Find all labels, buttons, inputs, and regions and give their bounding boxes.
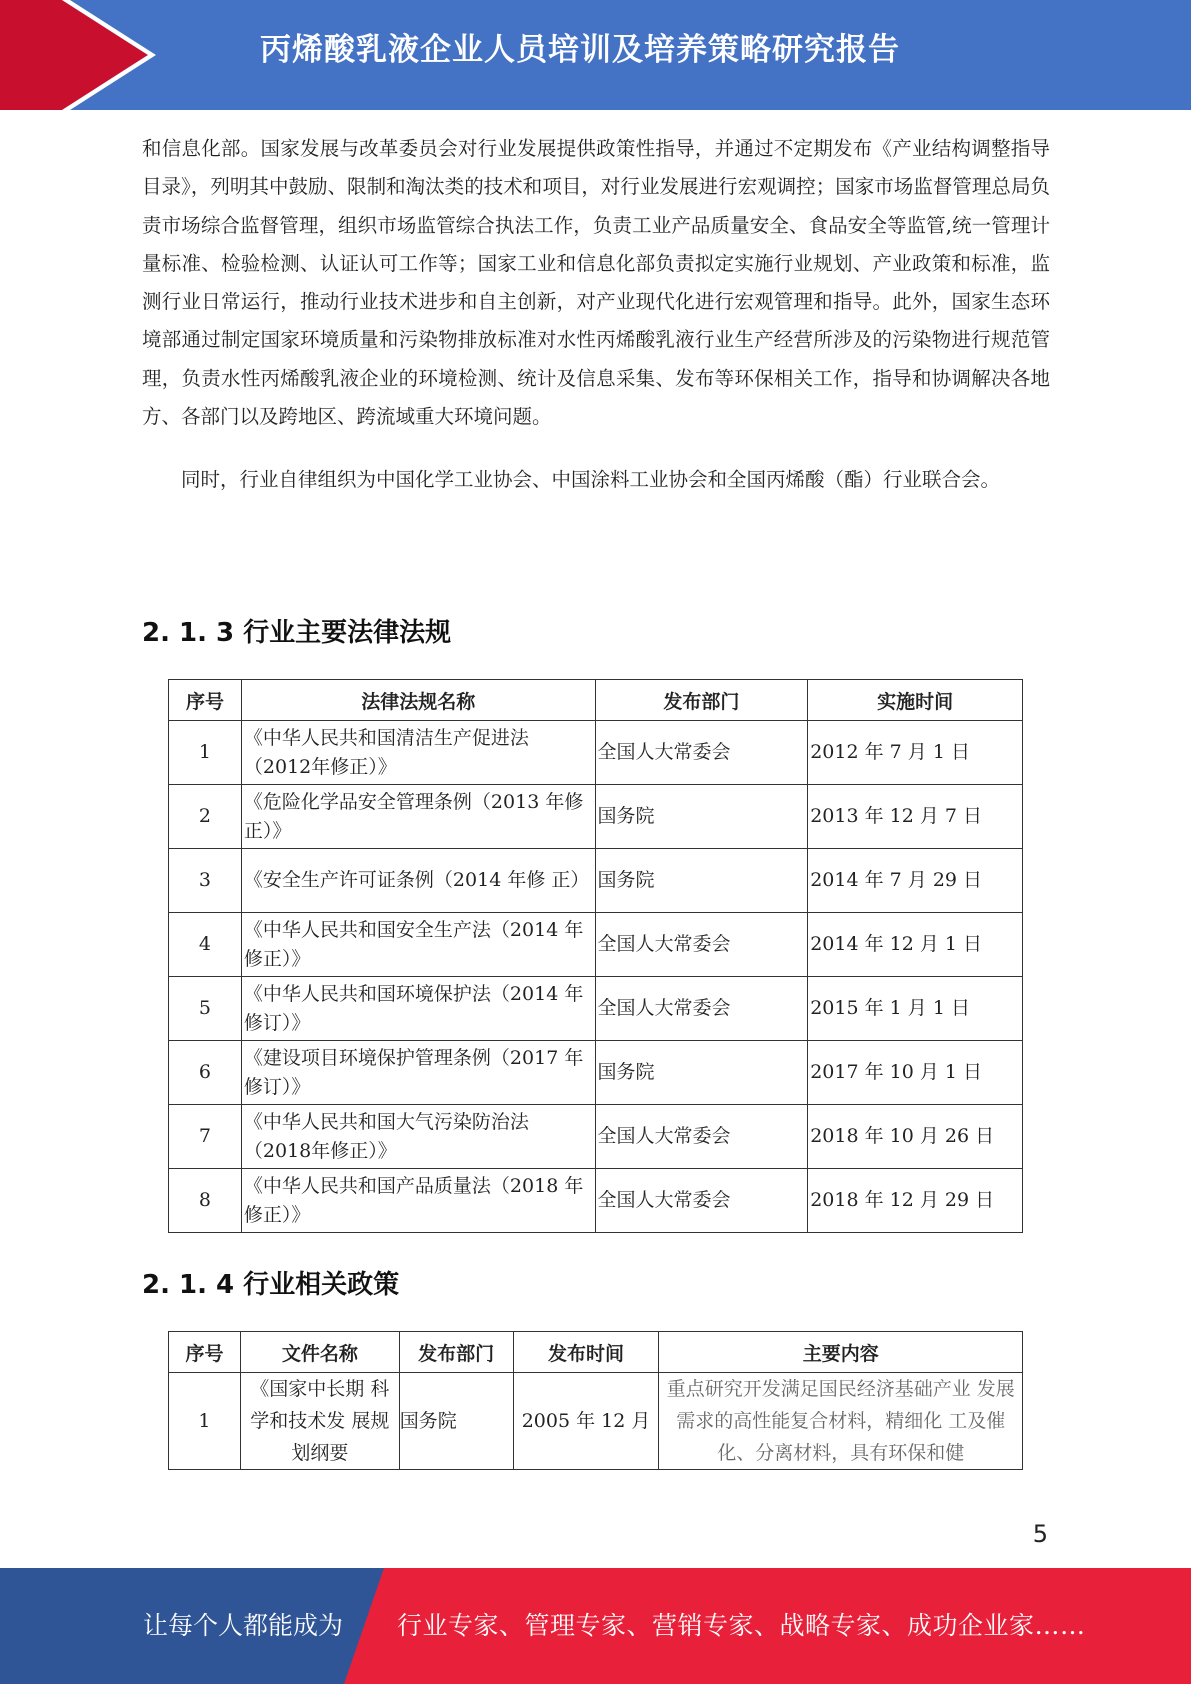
law-name: 《中华人民共和国环境保护法（2014 年修订）》 [241,977,595,1041]
footer-band [0,1568,1191,1684]
header-cell: 发布时间 [513,1332,659,1373]
table-row [169,785,1023,849]
row-number: 8 [169,1169,242,1233]
effective-date: 2013 年 12 月 7 日 [808,785,1023,849]
row-number: 6 [169,1041,242,1105]
table-row [169,913,1023,977]
law-name: 《中华人民共和国清洁生产促进法（2012年修正）》 [241,721,595,785]
table-row [169,1169,1023,1233]
row-number: 5 [169,977,242,1041]
main-content: 重点研究开发满足国民经济基础产业 发展需求的高性能复合材料，精细化 工及催化、分离材料，具有环保和健 [659,1373,1023,1470]
table-header-row [169,680,1023,721]
row-number: 1 [169,1373,241,1470]
law-name: 《建设项目环境保护管理条例（2017 年修订）》 [241,1041,595,1105]
header-cell: 文件名称 [240,1332,399,1373]
laws-table [168,679,1023,1233]
document-title: 丙烯酸乳液企业人员培训及培养策略研究报告 [260,32,900,68]
page-number: 5 [1032,1520,1048,1548]
table-row [169,1373,1023,1470]
table-row [169,849,1023,913]
row-number: 2 [169,785,242,849]
row-number: 4 [169,913,242,977]
law-name: 《中华人民共和国安全生产法（2014 年修正）》 [241,913,595,977]
issuer: 全国人大常委会 [595,913,808,977]
header-cell: 法律法规名称 [241,680,595,721]
issuer: 国务院 [399,1373,513,1470]
table-row [169,977,1023,1041]
header-cell: 发布部门 [595,680,808,721]
row-number: 3 [169,849,242,913]
section-heading-policies: 2. 1. 4 行业相关政策 [142,1270,400,1300]
issue-date: 2005 年 12 月 [513,1373,659,1470]
document-name: 《国家中长期 科学和技术发 展规划纲要 [240,1373,399,1470]
issuer: 全国人大常委会 [595,721,808,785]
effective-date: 2014 年 7 月 29 日 [808,849,1023,913]
effective-date: 2012 年 7 月 1 日 [808,721,1023,785]
table-row [169,721,1023,785]
effective-date: 2017 年 10 月 1 日 [808,1041,1023,1105]
effective-date: 2014 年 12 月 1 日 [808,913,1023,977]
paragraph-regulators: 和信息化部。国家发展与改革委员会对行业发展提供政策性指导，并通过不定期发布《产业结构调整指导目录》，列明其中鼓励、限制和淘汰类的技术和项目，对行业发展进行宏观调控；国家市场监督管理总局负责市场综合监督管理，组织市场监管综合执法工作，负责工业产品质量安全、食品安全等监管,统一管理计量标准、检验检测、认证认可工作等；国家工业和信息化部负责拟定实施行业规划、产业政策和标准，监测行业日常运行，推动行业技术进步和自主创新，对产业现代化进行宏观管理和指导。此外，国家生态环境部通过制定国家环境质量和污染物排放标准对水性丙烯酸乳液行业生产经营所涉及的污染物进行规范管理，负责水性丙烯酸乳液企业的环境检测、统计及信息采集、发布等环保相关工作，指导和协调解决各地方、各部门以及跨地区、跨流域重大环境问题。 [142,137,1050,429]
law-name: 《中华人民共和国大气污染防治法（2018年修正）》 [241,1105,595,1169]
body-content [142,130,1050,500]
effective-date: 2018 年 12 月 29 日 [808,1169,1023,1233]
footer-slogan-right: 行业专家、管理专家、营销专家、战略专家、成功企业家…… [397,1611,1086,1640]
issuer: 全国人大常委会 [595,1169,808,1233]
effective-date: 2018 年 10 月 26 日 [808,1105,1023,1169]
table-row [169,1105,1023,1169]
header-chevron-icon [0,0,160,110]
table-row [169,1041,1023,1105]
header-cell: 主要内容 [659,1332,1023,1373]
header-cell: 发布部门 [399,1332,513,1373]
row-number: 1 [169,721,242,785]
row-number: 7 [169,1105,242,1169]
header-cell: 实施时间 [808,680,1023,721]
paragraph-associations: 同时，行业自律组织为中国化学工业协会、中国涂料工业协会和全国丙烯酸（酯）行业联合会。 [181,468,1001,492]
footer-slogan-left: 让每个人都能成为 [143,1611,344,1640]
law-name: 《中华人民共和国产品质量法（2018 年修正）》 [241,1169,595,1233]
table-header-row [169,1332,1023,1373]
issuer: 全国人大常委会 [595,977,808,1041]
issuer: 国务院 [595,1041,808,1105]
effective-date: 2015 年 1 月 1 日 [808,977,1023,1041]
issuer: 国务院 [595,785,808,849]
section-heading-laws: 2. 1. 3 行业主要法律法规 [142,618,452,648]
law-name: 《危险化学品安全管理条例（2013 年修正）》 [241,785,595,849]
header-cell: 序号 [169,1332,241,1373]
law-name: 《安全生产许可证条例（2014 年修 正） [241,849,595,913]
issuer: 国务院 [595,849,808,913]
header-band [0,0,1191,110]
header-cell: 序号 [169,680,242,721]
policies-table [168,1331,1023,1470]
issuer: 全国人大常委会 [595,1105,808,1169]
